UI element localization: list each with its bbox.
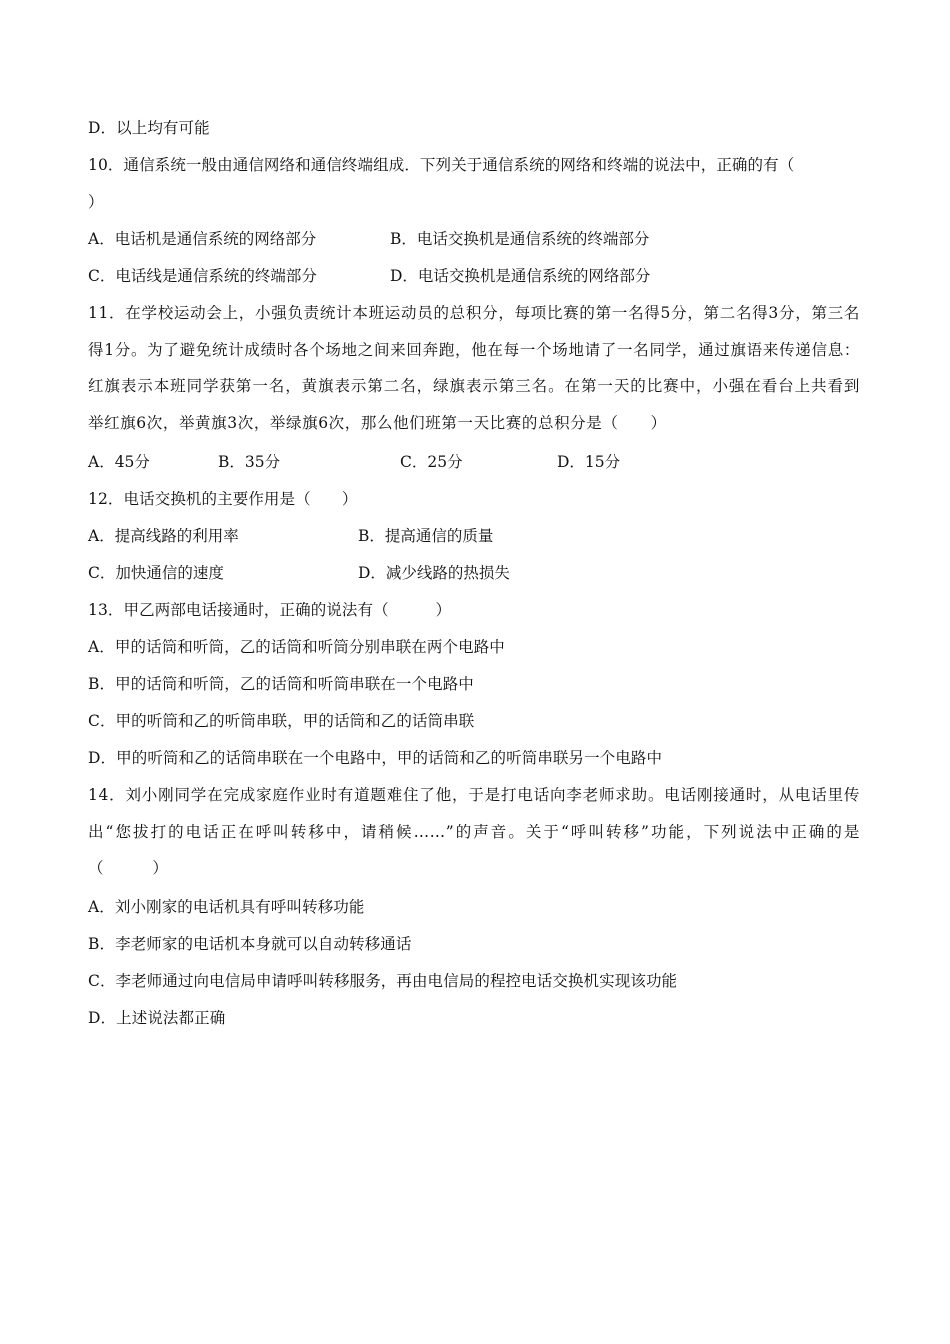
q13-option-d: D．甲的听筒和乙的话筒串联在一个电路中，甲的话筒和乙的听筒串联另一个电路中: [88, 749, 663, 767]
q14-option-c: C．李老师通过向电信局申请呼叫转移服务，再由电信局的程控电话交换机实现该功能: [88, 972, 678, 990]
q13-option-b: B．甲的话筒和听筒，乙的话筒和听筒串联在一个电路中: [88, 675, 474, 693]
q11-option-c: C．25分: [400, 453, 463, 471]
q13-stem: 13．甲乙两部电话接通时，正确的说法有（ ）: [88, 601, 452, 619]
q10-option-d: D．电话交换机是通信系统的网络部分: [390, 267, 651, 285]
q14-option-b: B．李老师家的电话机本身就可以自动转移通话: [88, 935, 412, 953]
q13-option-a: A．甲的话筒和听筒，乙的话筒和听筒分别串联在两个电路中: [88, 638, 505, 656]
q12-option-a: A．提高线路的利用率: [88, 527, 239, 545]
q10-stem-line2: ）: [88, 193, 104, 211]
q14-option-a: A．刘小刚家的电话机具有呼叫转移功能: [88, 898, 365, 916]
q10-stem-line1: 10．通信系统一般由通信网络和通信终端组成．下列关于通信系统的网络和终端的说法中，正确的有（: [88, 156, 795, 174]
q10-option-b: B．电话交换机是通信系统的终端部分: [390, 230, 650, 248]
q11-option-d: D．15分: [557, 453, 621, 471]
q11-option-b: B．35分: [218, 453, 281, 471]
q12-option-c: C．加快通信的速度: [88, 564, 224, 582]
q11-stem: 11．在学校运动会上，小强负责统计本班运动员的总积分，每项比赛的第一名得5分，第二名得3分，第三名得1分。为了避免统计成绩时各个场地之间来回奔跑，他在每一个场地请了一名同学，通过旗语来传递信息：红旗表示本班同学获第一名，黄旗表示第二名，绿旗表示第三名。在第一天的比赛中，小强在看台上共看到举红旗6次，举黄旗3次，举绿旗6次，那么他们班第一天比赛的总积分是（ ）: [88, 304, 860, 432]
q12-option-b: B．提高通信的质量: [358, 527, 494, 545]
q14-option-d: D．上述说法都正确: [88, 1009, 226, 1027]
q12-stem: 12．电话交换机的主要作用是（ ）: [88, 490, 358, 508]
q11-option-a: A．45分: [88, 453, 150, 471]
q10-option-c: C．电话线是通信系统的终端部分: [88, 267, 317, 285]
q12-option-d: D．减少线路的热损失: [358, 564, 510, 582]
q13-option-c: C．甲的听筒和乙的听筒串联，甲的话筒和乙的话筒串联: [88, 712, 475, 730]
q10-option-a: A．电话机是通信系统的网络部分: [88, 230, 317, 248]
q14-stem: 14．刘小刚同学在完成家庭作业时有道题难住了他，于是打电话向李老师求助。电话刚接通时，从电话里传出“您拔打的电话正在呼叫转移中，请稍候……”的声音。关于“呼叫转移”功能，下列说法中正确的是（ ）: [88, 786, 860, 877]
q9-option-d: D．以上均有可能: [88, 119, 210, 137]
